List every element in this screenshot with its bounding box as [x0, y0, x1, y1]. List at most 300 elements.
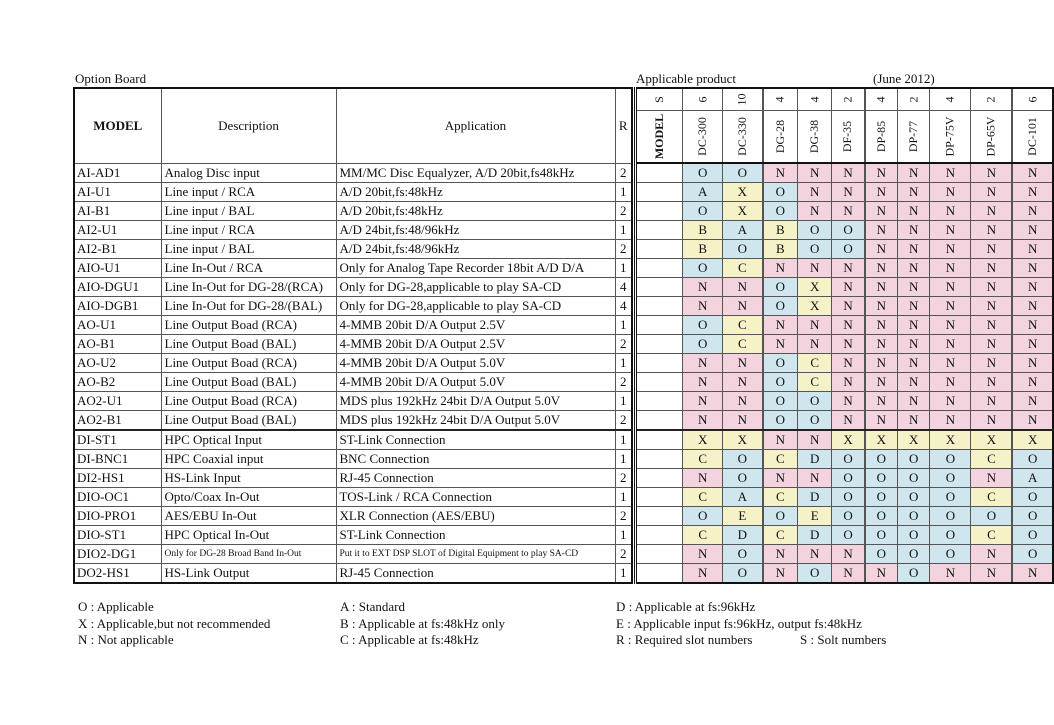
- compatibility-cell: N: [865, 221, 897, 240]
- compatibility-cell: N: [865, 335, 897, 354]
- compatibility-cell: N: [865, 183, 897, 202]
- compatibility-cell: N: [930, 316, 971, 335]
- row-description: Only for DG-28 Broad Band In-Out: [161, 545, 336, 564]
- legend-column-2: [340, 599, 505, 649]
- compatibility-cell: O: [683, 163, 723, 183]
- compatibility-cell: N: [723, 392, 763, 411]
- product-slots: [971, 88, 1012, 111]
- product-slots-value: 4: [772, 96, 787, 103]
- compatibility-cell: C: [683, 526, 723, 545]
- product-name-label: DP-85: [873, 120, 888, 153]
- header-model-vertical: [636, 111, 683, 164]
- compatibility-cell: O: [683, 507, 723, 526]
- compatibility-cell: N: [898, 221, 930, 240]
- row-spacer: [636, 526, 683, 545]
- compatibility-cell: N: [683, 373, 723, 392]
- compatibility-cell: O: [832, 469, 864, 488]
- row-spacer: [636, 221, 683, 240]
- row-required-slots: 1: [615, 488, 632, 507]
- row-spacer: [636, 335, 683, 354]
- row-description: Line input / BAL: [161, 202, 336, 221]
- table-row: [74, 564, 632, 584]
- row-application: Put it to EXT DSP SLOT of Digital Equipment to play SA-CD: [336, 545, 615, 564]
- row-application: RJ-45 Connection: [336, 564, 615, 584]
- compatibility-cell: N: [832, 202, 864, 221]
- compatibility-cell: C: [798, 373, 832, 392]
- compatibility-cell: N: [865, 297, 897, 316]
- compatibility-cell: N: [930, 564, 971, 584]
- row-model: AO2-B1: [74, 411, 161, 431]
- product-name: [898, 111, 930, 164]
- compatibility-cell: N: [930, 392, 971, 411]
- compatibility-cell: N: [971, 469, 1012, 488]
- product-slots: [723, 88, 763, 111]
- product-name-label: DG-38: [807, 119, 822, 154]
- compatibility-cell: N: [930, 297, 971, 316]
- product-row: [636, 354, 1054, 373]
- compatibility-cell: N: [832, 259, 864, 278]
- row-required-slots: 2: [615, 240, 632, 259]
- compatibility-cell: O: [930, 507, 971, 526]
- compatibility-cell: N: [971, 335, 1012, 354]
- compatibility-cell: O: [723, 564, 763, 584]
- compatibility-cell: N: [865, 240, 897, 259]
- compatibility-cell: N: [832, 163, 864, 183]
- row-required-slots: 1: [615, 392, 632, 411]
- product-slots: [930, 88, 971, 111]
- compatibility-cell: O: [865, 469, 897, 488]
- compatibility-cell: O: [898, 545, 930, 564]
- row-application: A/D 20bit,fs:48kHz: [336, 202, 615, 221]
- header-description: Description: [161, 88, 336, 164]
- row-description: Analog Disc input: [161, 164, 336, 183]
- row-application: 4-MMB 20bit D/A Output 2.5V: [336, 335, 615, 354]
- compatibility-cell: C: [763, 526, 797, 545]
- product-name: [865, 111, 897, 164]
- product-name-label: DC-330: [734, 117, 749, 156]
- table-row: [74, 164, 632, 183]
- compatibility-cell: D: [723, 526, 763, 545]
- row-spacer: [636, 450, 683, 469]
- product-row: [636, 259, 1054, 278]
- compatibility-cell: N: [1013, 354, 1053, 373]
- compatibility-cell: O: [683, 202, 723, 221]
- row-description: Line Output Boad (BAL): [161, 411, 336, 431]
- compatibility-cell: N: [930, 373, 971, 392]
- product-name: [763, 111, 797, 164]
- compatibility-cell: N: [898, 163, 930, 183]
- compatibility-cell: O: [1013, 526, 1053, 545]
- compatibility-cell: N: [1013, 240, 1053, 259]
- row-model: AI-U1: [74, 183, 161, 202]
- compatibility-cell: N: [832, 335, 864, 354]
- compatibility-cell: N: [930, 354, 971, 373]
- row-spacer: [636, 354, 683, 373]
- row-model: DIO-PRO1: [74, 507, 161, 526]
- compatibility-cell: N: [865, 259, 897, 278]
- product-slots-value: 4: [873, 96, 888, 103]
- product-name: [683, 111, 723, 164]
- compatibility-cell: O: [898, 526, 930, 545]
- table-row: [74, 488, 632, 507]
- row-spacer: [636, 163, 683, 183]
- compatibility-cell: N: [898, 335, 930, 354]
- legend-item: X : Applicable,but not recommended: [78, 615, 271, 631]
- compatibility-cell: N: [798, 430, 832, 450]
- header-application: Application: [336, 88, 615, 164]
- row-application: Only for DG-28,applicable to play SA-CD: [336, 278, 615, 297]
- product-row: [636, 316, 1054, 335]
- product-name-label: DP-77: [906, 120, 921, 153]
- compatibility-cell: O: [930, 450, 971, 469]
- compatibility-cell: N: [898, 183, 930, 202]
- header-s: [636, 88, 683, 111]
- product-row: [636, 202, 1054, 221]
- compatibility-cell: C: [723, 335, 763, 354]
- compatibility-cell: N: [930, 335, 971, 354]
- table-row: [74, 373, 632, 392]
- product-slots: [832, 88, 864, 111]
- compatibility-cell: X: [723, 430, 763, 450]
- compatibility-cell: N: [898, 297, 930, 316]
- row-application: MDS plus 192kHz 24bit D/A Output 5.0V: [336, 411, 615, 431]
- compatibility-cell: B: [763, 221, 797, 240]
- compatibility-cell: N: [683, 278, 723, 297]
- compatibility-cell: O: [898, 488, 930, 507]
- compatibility-cell: O: [723, 163, 763, 183]
- compatibility-cell: X: [798, 278, 832, 297]
- compatibility-cell: O: [865, 545, 897, 564]
- table-row: [74, 297, 632, 316]
- product-row: [636, 297, 1054, 316]
- compatibility-cell: O: [865, 507, 897, 526]
- row-description: HPC Optical Input: [161, 430, 336, 450]
- row-required-slots: 2: [615, 507, 632, 526]
- legend-item: B : Applicable at fs:48kHz only: [340, 615, 506, 631]
- compatibility-cell: O: [930, 526, 971, 545]
- compatibility-cell: N: [971, 354, 1012, 373]
- row-required-slots: 1: [615, 450, 632, 469]
- table-row: [74, 335, 632, 354]
- compatibility-cell: O: [898, 469, 930, 488]
- compatibility-cell: A: [723, 221, 763, 240]
- compatibility-cell: A: [1013, 469, 1053, 488]
- row-model: DIO2-DG1: [74, 545, 161, 564]
- compatibility-cell: O: [1013, 507, 1053, 526]
- compatibility-cell: N: [683, 354, 723, 373]
- product-slots: [798, 88, 832, 111]
- compatibility-cell: N: [763, 430, 797, 450]
- row-spacer: [636, 488, 683, 507]
- compatibility-cell: N: [898, 278, 930, 297]
- compatibility-cell: N: [683, 545, 723, 564]
- row-required-slots: 2: [615, 469, 632, 488]
- legend-item: R : Required slot numbers: [616, 632, 753, 647]
- compatibility-cell: E: [723, 507, 763, 526]
- compatibility-cell: N: [683, 297, 723, 316]
- row-required-slots: 2: [615, 545, 632, 564]
- compatibility-cell: N: [798, 316, 832, 335]
- compatibility-cell: N: [683, 564, 723, 584]
- compatibility-cell: N: [832, 545, 864, 564]
- compatibility-cell: C: [971, 526, 1012, 545]
- compatibility-cell: N: [930, 183, 971, 202]
- compatibility-cell: X: [898, 430, 930, 450]
- compatibility-cell: N: [930, 240, 971, 259]
- compatibility-cell: N: [971, 297, 1012, 316]
- compatibility-cell: N: [723, 373, 763, 392]
- row-required-slots: 1: [615, 183, 632, 202]
- table-row: [74, 221, 632, 240]
- product-name: [930, 111, 971, 164]
- product-name: [723, 111, 763, 164]
- compatibility-cell: N: [763, 259, 797, 278]
- header-s-label: S: [652, 96, 667, 103]
- product-row: [636, 335, 1054, 354]
- table-row: [74, 240, 632, 259]
- compatibility-cell: N: [865, 202, 897, 221]
- row-model: AIO-DGB1: [74, 297, 161, 316]
- row-description: Line In-Out for DG-28/(BAL): [161, 297, 336, 316]
- row-required-slots: 1: [615, 221, 632, 240]
- row-application: 4-MMB 20bit D/A Output 5.0V: [336, 373, 615, 392]
- compatibility-cell: D: [798, 488, 832, 507]
- row-required-slots: 1: [615, 526, 632, 545]
- row-description: HS-Link Output: [161, 564, 336, 584]
- compatibility-cell: O: [971, 507, 1012, 526]
- product-slots-value: 10: [734, 93, 749, 106]
- product-slots-value: 6: [695, 96, 710, 103]
- compatibility-cell: N: [930, 163, 971, 183]
- compatibility-cell: B: [763, 240, 797, 259]
- row-model: AO-U2: [74, 354, 161, 373]
- compatibility-cell: N: [683, 392, 723, 411]
- compatibility-cell: N: [930, 202, 971, 221]
- row-required-slots: 4: [615, 297, 632, 316]
- row-application: XLR Connection (AES/EBU): [336, 507, 615, 526]
- product-name-label: DG-28: [772, 119, 787, 154]
- compatibility-cell: N: [971, 278, 1012, 297]
- product-slots: [898, 88, 930, 111]
- row-spacer: [636, 297, 683, 316]
- product-row: [636, 564, 1054, 584]
- compatibility-cell: C: [798, 354, 832, 373]
- row-application: A/D 24bit,fs:48/96kHz: [336, 221, 615, 240]
- compatibility-cell: N: [832, 297, 864, 316]
- row-spacer: [636, 183, 683, 202]
- product-row: [636, 450, 1054, 469]
- compatibility-cell: C: [971, 450, 1012, 469]
- table-row: [74, 545, 632, 564]
- row-spacer: [636, 259, 683, 278]
- compatibility-cell: N: [971, 259, 1012, 278]
- legend-item: N : Not applicable: [78, 632, 174, 647]
- row-application: TOS-Link / RCA Connection: [336, 488, 615, 507]
- legend-item: C : Applicable at fs:48kHz: [340, 632, 479, 647]
- product-row: [636, 545, 1054, 564]
- row-description: Line In-Out for DG-28/(RCA): [161, 278, 336, 297]
- compatibility-cell: N: [832, 411, 864, 431]
- table-row: [74, 450, 632, 469]
- row-application: BNC Connection: [336, 450, 615, 469]
- compatibility-cell: N: [723, 278, 763, 297]
- compatibility-cell: N: [763, 469, 797, 488]
- compatibility-cell: O: [763, 354, 797, 373]
- compatibility-cell: N: [898, 316, 930, 335]
- row-model: DI-ST1: [74, 430, 161, 450]
- legend-item: E : Applicable input fs:96kHz, output fs:48kHz: [616, 615, 862, 631]
- compatibility-cell: O: [1013, 488, 1053, 507]
- page-title: Option Board: [75, 71, 147, 86]
- row-application: A/D 24bit,fs:48/96kHz: [336, 240, 615, 259]
- product-name-label: DP-75V: [942, 116, 957, 157]
- row-spacer: [636, 430, 683, 450]
- compatibility-cell: N: [898, 373, 930, 392]
- row-required-slots: 1: [615, 564, 632, 584]
- option-board-table: [73, 87, 633, 584]
- compatibility-cell: O: [798, 564, 832, 584]
- compatibility-cell: O: [763, 183, 797, 202]
- product-row: [636, 488, 1054, 507]
- table-row: [74, 202, 632, 221]
- legend-item: A : Standard: [340, 599, 405, 614]
- row-description: Line input / RCA: [161, 221, 336, 240]
- product-name-label: DF-35: [840, 120, 855, 153]
- row-model: DI2-HS1: [74, 469, 161, 488]
- row-model: AI2-B1: [74, 240, 161, 259]
- row-description: HS-Link Input: [161, 469, 336, 488]
- product-row: [636, 240, 1054, 259]
- compatibility-cell: O: [832, 526, 864, 545]
- compatibility-cell: O: [898, 507, 930, 526]
- compatibility-cell: O: [683, 259, 723, 278]
- product-row: [636, 221, 1054, 240]
- compatibility-cell: N: [971, 545, 1012, 564]
- row-model: AO-U1: [74, 316, 161, 335]
- compatibility-cell: N: [798, 259, 832, 278]
- table-row: [74, 411, 632, 431]
- product-row: [636, 278, 1054, 297]
- product-slots-value: 4: [807, 96, 822, 103]
- row-required-slots: 4: [615, 278, 632, 297]
- table-row: [74, 278, 632, 297]
- row-description: HPC Optical In-Out: [161, 526, 336, 545]
- product-row: [636, 411, 1054, 431]
- compatibility-cell: N: [865, 564, 897, 584]
- product-slots-value: 2: [840, 96, 855, 103]
- row-application: A/D 20bit,fs:48kHz: [336, 183, 615, 202]
- compatibility-cell: N: [723, 297, 763, 316]
- compatibility-cell: C: [763, 488, 797, 507]
- compatibility-cell: N: [898, 240, 930, 259]
- row-model: AIO-DGU1: [74, 278, 161, 297]
- row-description: Line In-Out / RCA: [161, 259, 336, 278]
- compatibility-cell: N: [971, 564, 1012, 584]
- compatibility-cell: N: [798, 183, 832, 202]
- compatibility-cell: O: [1013, 545, 1053, 564]
- compatibility-cell: N: [832, 392, 864, 411]
- row-spacer: [636, 469, 683, 488]
- compatibility-cell: O: [798, 392, 832, 411]
- compatibility-cell: N: [930, 221, 971, 240]
- compatibility-cell: N: [1013, 297, 1053, 316]
- compatibility-cell: N: [798, 469, 832, 488]
- compatibility-cell: N: [832, 354, 864, 373]
- row-description: Line Output Boad (RCA): [161, 316, 336, 335]
- row-model: AI-B1: [74, 202, 161, 221]
- row-application: MDS plus 192kHz 24bit D/A Output 5.0V: [336, 392, 615, 411]
- compatibility-cell: N: [971, 202, 1012, 221]
- product-name: [798, 111, 832, 164]
- compatibility-cell: X: [865, 430, 897, 450]
- compatibility-cell: X: [971, 430, 1012, 450]
- compatibility-cell: N: [1013, 259, 1053, 278]
- compatibility-cell: O: [723, 240, 763, 259]
- table-row: [74, 526, 632, 545]
- product-row: [636, 469, 1054, 488]
- table-row: [74, 507, 632, 526]
- product-row: [636, 430, 1054, 450]
- compatibility-cell: C: [683, 450, 723, 469]
- compatibility-cell: O: [763, 373, 797, 392]
- compatibility-cell: X: [1013, 430, 1053, 450]
- compatibility-cell: N: [1013, 373, 1053, 392]
- row-model: AI2-U1: [74, 221, 161, 240]
- row-description: Line Output Boad (BAL): [161, 373, 336, 392]
- product-name-label: DP-65V: [983, 116, 998, 157]
- compatibility-cell: N: [832, 373, 864, 392]
- compatibility-cell: N: [832, 564, 864, 584]
- row-required-slots: 2: [615, 202, 632, 221]
- compatibility-cell: D: [798, 526, 832, 545]
- legend-item: O : Applicable: [78, 599, 154, 614]
- compatibility-cell: N: [865, 411, 897, 431]
- compatibility-cell: N: [930, 259, 971, 278]
- row-model: DIO-OC1: [74, 488, 161, 507]
- compatibility-cell: N: [798, 545, 832, 564]
- row-spacer: [636, 564, 683, 584]
- compatibility-cell: O: [832, 240, 864, 259]
- legend-item: D : Applicable at fs:96kHz: [616, 599, 756, 614]
- compatibility-cell: A: [723, 488, 763, 507]
- compatibility-cell: N: [865, 278, 897, 297]
- compatibility-cell: O: [798, 221, 832, 240]
- row-description: Line Output Boad (RCA): [161, 392, 336, 411]
- compatibility-cell: N: [683, 469, 723, 488]
- row-spacer: [636, 316, 683, 335]
- applicable-product-table: [634, 87, 1054, 584]
- header-r: R: [615, 88, 632, 164]
- row-model: DI-BNC1: [74, 450, 161, 469]
- table-row: [74, 392, 632, 411]
- row-description: Opto/Coax In-Out: [161, 488, 336, 507]
- product-row: [636, 183, 1054, 202]
- product-row: [636, 163, 1054, 183]
- compatibility-cell: O: [898, 450, 930, 469]
- compatibility-cell: C: [683, 488, 723, 507]
- compatibility-cell: N: [1013, 335, 1053, 354]
- row-application: 4-MMB 20bit D/A Output 5.0V: [336, 354, 615, 373]
- row-required-slots: 1: [615, 259, 632, 278]
- compatibility-cell: N: [898, 392, 930, 411]
- row-spacer: [636, 202, 683, 221]
- compatibility-cell: N: [971, 316, 1012, 335]
- compatibility-cell: O: [1013, 450, 1053, 469]
- compatibility-cell: N: [898, 202, 930, 221]
- product-name-label: DC-101: [1025, 117, 1040, 156]
- compatibility-cell: X: [798, 297, 832, 316]
- compatibility-cell: N: [971, 183, 1012, 202]
